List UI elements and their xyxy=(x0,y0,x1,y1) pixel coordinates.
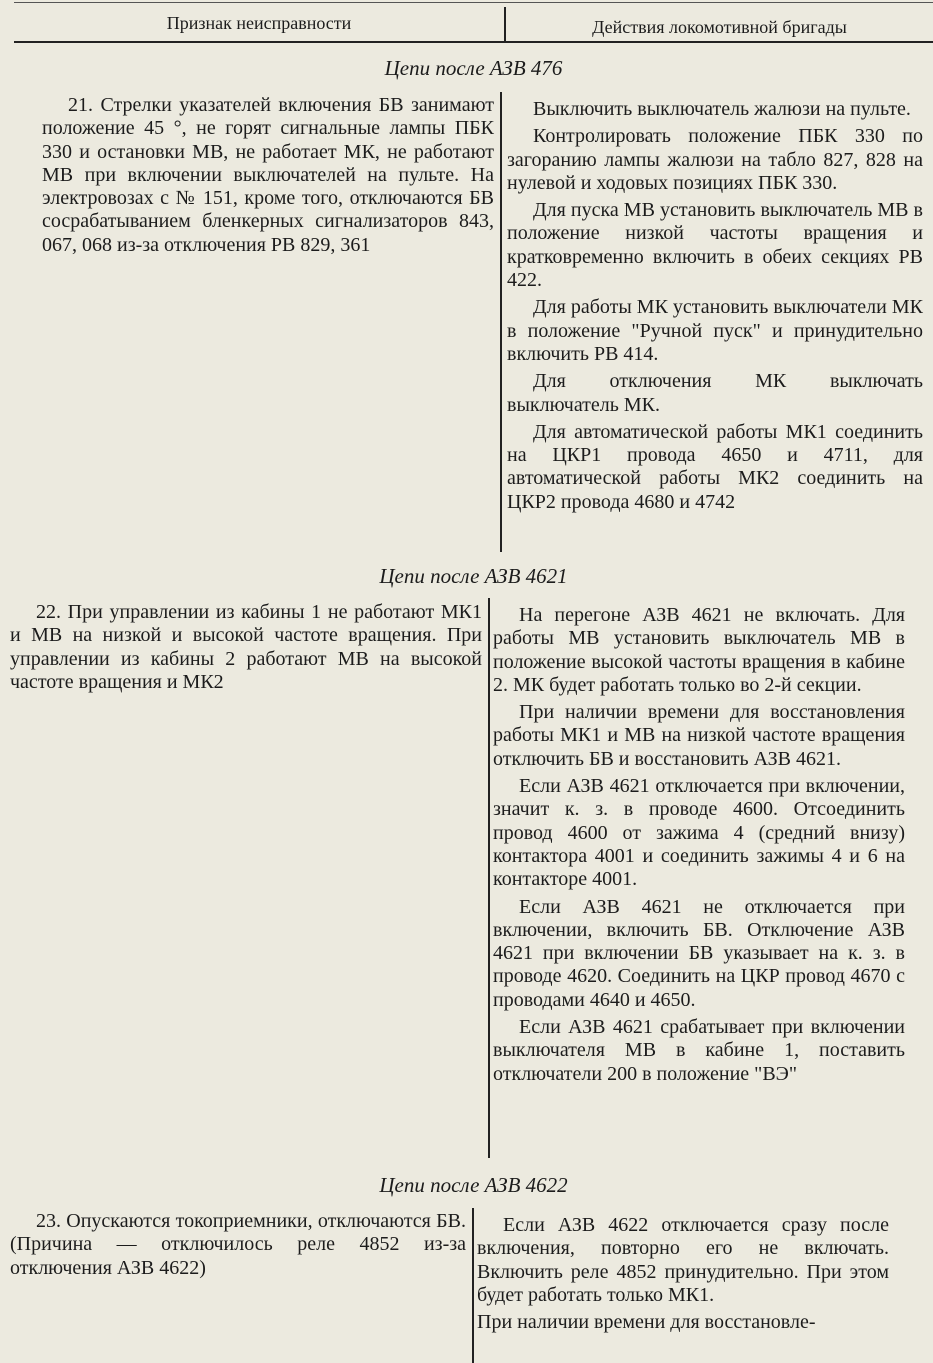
action-paragraph: При наличии времени для восстановле- xyxy=(477,1311,816,1334)
action-paragraph: Для работы МК установить выключатели МК в положение "Ручной пуск" и принудительно включить РВ 414. xyxy=(507,296,923,365)
section-title-476: Цепи после АЗВ 476 xyxy=(384,56,563,80)
table-header xyxy=(14,2,933,43)
column-divider xyxy=(472,1208,474,1363)
section-title-4621: Цепи после АЗВ 4621 xyxy=(379,564,568,588)
header-actions-label: Действия локомотивной бригады xyxy=(592,17,847,37)
fault-23-text: 23. Опускаются токоприемники, отключаются БВ. (Причина — отключилось реле 4852 из-за отключения АЗВ 4622) xyxy=(10,1210,466,1279)
fault-23 xyxy=(10,1210,466,1284)
actions-22 xyxy=(493,604,905,1090)
action-paragraph: Для отключения МК выключать выключатель МК. xyxy=(507,370,923,416)
action-paragraph: Выключить выключатель жалюзи на пульте. xyxy=(533,98,911,120)
action-paragraph: На перегоне АЗВ 4621 не включать. Для работы МВ установить выключатель МВ в положение высокой частоты вращения в кабине 2. МК будет работать только во 2-й секции. xyxy=(493,604,905,696)
action-paragraph: Для пуска МВ установить выключатель МВ в положение низкой частоты вращения и кратковременно включить в обеих секциях РВ 422. xyxy=(507,199,923,292)
action-paragraph: При наличии времени для восстановления работы МК1 и МВ на низкой частоте вращения отключить БВ и восстановить АЗВ 4621. xyxy=(493,701,905,770)
action-paragraph: Если АЗВ 4621 не отключается при включении, включить БВ. Отключение АЗВ 4621 при включении БВ указывает на к. з. в проводе 4620. Соединить на ЦКР провод 4670 с проводами 4640 и 4650. xyxy=(493,895,905,1011)
action-paragraph: Контролировать положение ПБК 330 по загоранию лампы жалюзи на табло 827, 828 на нулевой и ходовых позициях ПБК 330. xyxy=(507,125,923,194)
column-divider xyxy=(488,598,490,1158)
actions-21 xyxy=(507,98,923,518)
action-paragraph: Для автоматической работы МК1 соединить на ЦКР1 провода 4650 и 4711, для автоматической работы МК2 соединить на ЦКР2 провода 4680 и 4742 xyxy=(507,420,923,513)
fault-22-text: 22. При управлении из кабины 1 не работают МК1 и МВ на низкой и высокой частоте вращения. При управлении из кабины 2 работают МВ на высокой частоте вращения и МК2 xyxy=(10,601,482,693)
fault-22 xyxy=(10,601,482,698)
fault-21-text: 21. Стрелки указателей включения БВ занимают положение 45 °, не горят сигнальные лампы ПБК 330 и остановки МВ, не работает МК, не работают МВ при включении выключателей на пульте. На электровозах с № 151, кроме того, отключаются БВ сосрабатыванием бленкерных сигнализаторов 843, 067, 068 из-за отключения РВ 829, 361 xyxy=(42,94,494,256)
action-paragraph: Если АЗВ 4621 срабатывает при включении выключателя МВ в кабине 1, поставить отключатели 200 в положение "ВЭ" xyxy=(493,1016,905,1085)
section-title-4622: Цепи после АЗВ 4622 xyxy=(379,1173,568,1197)
actions-23 xyxy=(477,1214,889,1338)
header-fault-label: Признак неисправности xyxy=(166,13,352,33)
column-divider xyxy=(500,92,502,552)
fault-21 xyxy=(42,94,494,261)
action-paragraph: Если АЗВ 4621 отключается при включении, значит к. з. в проводе 4600. Отсоединить провод 4600 от зажима 4 (средний внизу) контактора 4001 и соединить зажимы 4 и 6 на контакторе 4001. xyxy=(493,775,905,891)
action-paragraph: Если АЗВ 4622 отключается сразу после включения, повторно его не включать. Включить реле 4852 принудительно. При этом будет работать только МК1. xyxy=(477,1214,889,1306)
